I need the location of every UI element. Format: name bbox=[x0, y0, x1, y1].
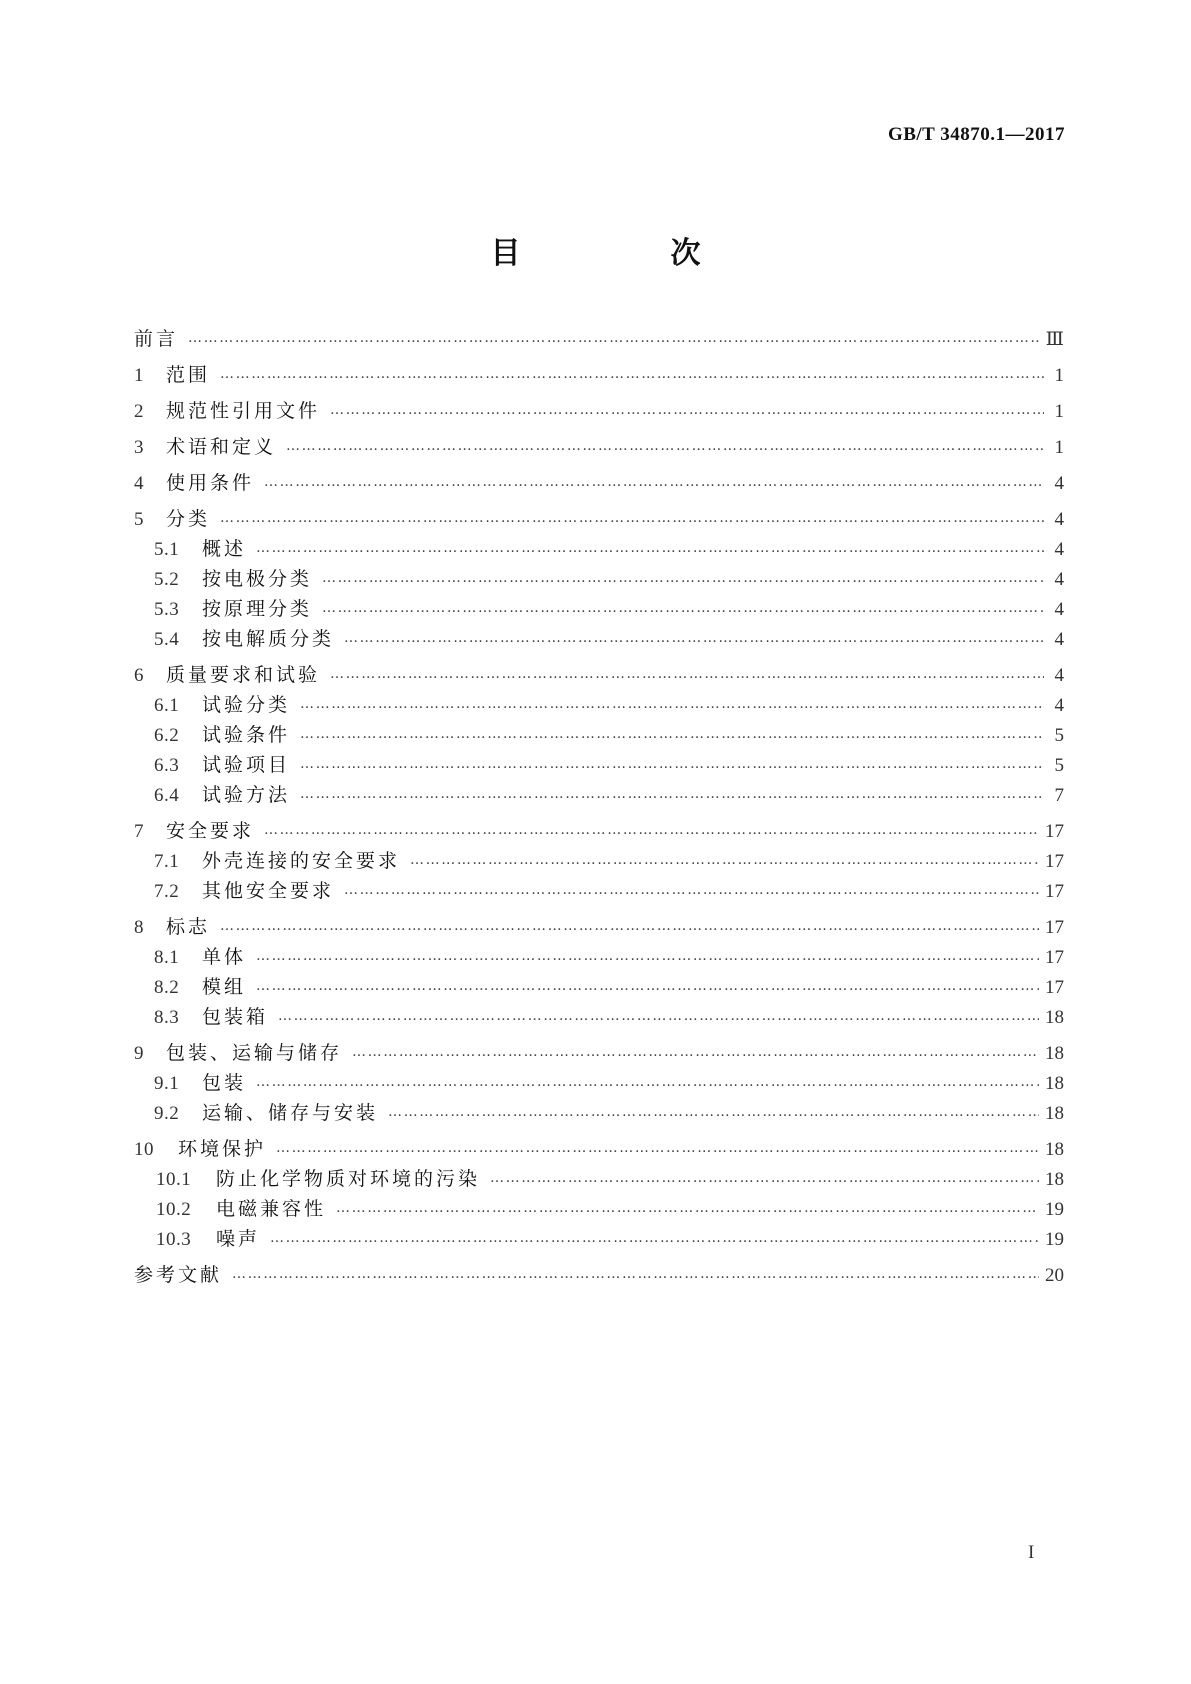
toc-entry-number: 7.2 bbox=[154, 881, 180, 902]
toc-entry-6-1[interactable] bbox=[134, 690, 1064, 720]
toc-entry-page: 1 bbox=[1054, 437, 1064, 458]
toc-entry-label: 包装、运输与储存 bbox=[166, 1042, 343, 1064]
dot-leader bbox=[388, 1097, 1039, 1127]
toc-entry-page: 4 bbox=[1054, 539, 1064, 560]
dot-leader bbox=[344, 623, 1044, 653]
toc-entry-7-2[interactable] bbox=[134, 876, 1064, 906]
toc-entry-label: 噪声 bbox=[216, 1228, 261, 1250]
toc-entry-label: 包装箱 bbox=[202, 1006, 269, 1028]
dot-leader bbox=[330, 659, 1044, 689]
toc-entry-label: 标志 bbox=[166, 916, 211, 938]
dot-leader bbox=[300, 749, 1044, 779]
toc-entry-8-2[interactable] bbox=[134, 972, 1064, 1002]
toc-entry-number: 2 bbox=[134, 401, 144, 422]
toc-entry-foreword[interactable] bbox=[134, 324, 1064, 354]
toc-entry-5-4[interactable] bbox=[134, 624, 1064, 654]
toc-entry-page: 17 bbox=[1045, 947, 1064, 968]
toc-entry-label: 规范性引用文件 bbox=[166, 400, 321, 422]
toc-entry-page: 17 bbox=[1045, 917, 1064, 938]
toc-entry-label: 环境保护 bbox=[178, 1138, 267, 1160]
dot-leader bbox=[490, 1163, 1039, 1193]
toc-entry-label: 分类 bbox=[166, 508, 211, 530]
dot-leader bbox=[286, 431, 1044, 461]
toc-entry-label: 前言 bbox=[134, 328, 179, 350]
toc-entry-page: 17 bbox=[1045, 881, 1064, 902]
dot-leader bbox=[220, 503, 1044, 533]
toc-entry-number: 9.1 bbox=[154, 1073, 180, 1094]
toc-entry-number: 8.2 bbox=[154, 977, 180, 998]
toc-entry-number: 3 bbox=[134, 437, 144, 458]
toc-entry-10[interactable] bbox=[134, 1134, 1064, 1164]
toc-entry-label: 包装 bbox=[202, 1072, 247, 1094]
toc-entry-page: 20 bbox=[1045, 1265, 1064, 1286]
table-of-contents bbox=[134, 324, 1064, 1290]
dot-leader bbox=[300, 719, 1044, 749]
toc-entry-number: 1 bbox=[134, 365, 144, 386]
toc-entry-number: 9.2 bbox=[154, 1103, 180, 1124]
page-number: I bbox=[1028, 1542, 1035, 1563]
toc-entry-8[interactable] bbox=[134, 912, 1064, 942]
toc-entry-page: 18 bbox=[1045, 1043, 1064, 1064]
toc-entry-number: 10.3 bbox=[156, 1229, 192, 1250]
toc-entry-number: 7 bbox=[134, 821, 144, 842]
toc-entry-3[interactable] bbox=[134, 432, 1064, 462]
toc-entry-1[interactable] bbox=[134, 360, 1064, 390]
toc-entry-page: 1 bbox=[1054, 365, 1064, 386]
toc-entry-number: 6.3 bbox=[154, 755, 180, 776]
toc-entry-number: 6.2 bbox=[154, 725, 180, 746]
toc-entry-5-2[interactable] bbox=[134, 564, 1064, 594]
toc-entry-page: 5 bbox=[1054, 725, 1064, 746]
toc-entry-number: 5.2 bbox=[154, 569, 180, 590]
toc-entry-7-1[interactable] bbox=[134, 846, 1064, 876]
toc-entry-label: 试验分类 bbox=[202, 694, 291, 716]
toc-entry-page: 18 bbox=[1045, 1073, 1064, 1094]
toc-entry-label: 试验项目 bbox=[202, 754, 291, 776]
toc-entry-label: 试验方法 bbox=[202, 784, 291, 806]
standard-code: GB/T 34870.1—2017 bbox=[887, 124, 1065, 145]
dot-leader bbox=[300, 689, 1044, 719]
toc-entry-page: 4 bbox=[1054, 473, 1064, 494]
toc-entry-page: 19 bbox=[1045, 1229, 1064, 1250]
toc-entry-page: 4 bbox=[1054, 569, 1064, 590]
toc-entry-number: 10.1 bbox=[156, 1169, 192, 1190]
toc-entry-label: 按原理分类 bbox=[202, 598, 313, 620]
dot-leader bbox=[256, 533, 1044, 563]
dot-leader bbox=[264, 467, 1044, 497]
toc-entry-number: 8.3 bbox=[154, 1007, 180, 1028]
toc-entry-label: 参考文献 bbox=[134, 1264, 223, 1286]
toc-entry-label: 使用条件 bbox=[166, 472, 255, 494]
toc-entry-number: 5.4 bbox=[154, 629, 180, 650]
dot-leader bbox=[300, 779, 1044, 809]
toc-entry-9[interactable] bbox=[134, 1038, 1064, 1068]
toc-entry-number: 10.2 bbox=[156, 1199, 192, 1220]
dot-leader bbox=[336, 1193, 1039, 1223]
toc-entry-label: 外壳连接的安全要求 bbox=[202, 850, 401, 872]
dot-leader bbox=[278, 1001, 1039, 1031]
toc-entry-page: Ⅲ bbox=[1045, 329, 1064, 350]
toc-entry-page: 5 bbox=[1054, 755, 1064, 776]
toc-entry-label: 模组 bbox=[202, 976, 247, 998]
dot-leader bbox=[264, 815, 1039, 845]
dot-leader bbox=[322, 593, 1044, 623]
toc-entry-page: 17 bbox=[1045, 821, 1064, 842]
toc-entry-page: 4 bbox=[1054, 695, 1064, 716]
toc-entry-label: 范围 bbox=[166, 364, 211, 386]
toc-entry-page: 1 bbox=[1054, 401, 1064, 422]
page-title: 目 次 bbox=[490, 236, 761, 271]
toc-entry-6-2[interactable] bbox=[134, 720, 1064, 750]
toc-entry-10-3[interactable] bbox=[134, 1224, 1064, 1254]
toc-entry-label: 按电解质分类 bbox=[202, 628, 335, 650]
dot-leader bbox=[270, 1223, 1039, 1253]
toc-entry-7[interactable] bbox=[134, 816, 1064, 846]
dot-leader bbox=[188, 323, 1040, 353]
toc-entry-page: 19 bbox=[1045, 1199, 1064, 1220]
dot-leader bbox=[256, 971, 1039, 1001]
dot-leader bbox=[410, 845, 1039, 875]
toc-entry-number: 9 bbox=[134, 1043, 144, 1064]
toc-entry-number: 4 bbox=[134, 473, 144, 494]
toc-entry-8-1[interactable] bbox=[134, 942, 1064, 972]
toc-entry-page: 18 bbox=[1045, 1103, 1064, 1124]
toc-entry-page: 4 bbox=[1054, 509, 1064, 530]
toc-entry-number: 10 bbox=[134, 1139, 154, 1160]
toc-entry-page: 4 bbox=[1054, 599, 1064, 620]
dot-leader bbox=[344, 875, 1039, 905]
toc-entry-label: 电磁兼容性 bbox=[216, 1198, 327, 1220]
toc-entry-number: 6.1 bbox=[154, 695, 180, 716]
toc-entry-number: 8.1 bbox=[154, 947, 180, 968]
toc-entry-number: 7.1 bbox=[154, 851, 180, 872]
toc-entry-9-2[interactable] bbox=[134, 1098, 1064, 1128]
toc-entry-10-1[interactable] bbox=[134, 1164, 1064, 1194]
toc-entry-6-3[interactable] bbox=[134, 750, 1064, 780]
toc-entry-number: 6.4 bbox=[154, 785, 180, 806]
toc-entry-number: 5 bbox=[134, 509, 144, 530]
dot-leader bbox=[322, 563, 1044, 593]
toc-entry-5-3[interactable] bbox=[134, 594, 1064, 624]
toc-entry-9-1[interactable] bbox=[134, 1068, 1064, 1098]
toc-entry-number: 6 bbox=[134, 665, 144, 686]
dot-leader bbox=[220, 359, 1044, 389]
toc-entry-label: 术语和定义 bbox=[166, 436, 277, 458]
toc-entry-label: 试验条件 bbox=[202, 724, 291, 746]
toc-entry-2[interactable] bbox=[134, 396, 1064, 426]
toc-entry-6[interactable] bbox=[134, 660, 1064, 690]
dot-leader bbox=[232, 1259, 1039, 1289]
dot-leader bbox=[276, 1133, 1039, 1163]
toc-entry-label: 质量要求和试验 bbox=[166, 664, 321, 686]
toc-entry-label: 运输、储存与安装 bbox=[202, 1102, 379, 1124]
toc-entry-label: 按电极分类 bbox=[202, 568, 313, 590]
toc-entry-page: 17 bbox=[1045, 977, 1064, 998]
toc-entry-label: 单体 bbox=[202, 946, 247, 968]
toc-entry-page: 4 bbox=[1054, 665, 1064, 686]
toc-entry-page: 7 bbox=[1054, 785, 1064, 806]
toc-entry-8-3[interactable] bbox=[134, 1002, 1064, 1032]
toc-entry-number: 5.1 bbox=[154, 539, 180, 560]
toc-entry-label: 概述 bbox=[202, 538, 247, 560]
toc-entry-label: 安全要求 bbox=[166, 820, 255, 842]
toc-entry-4[interactable] bbox=[134, 468, 1064, 498]
toc-entry-page: 4 bbox=[1054, 629, 1064, 650]
toc-entry-5[interactable] bbox=[134, 504, 1064, 534]
toc-entry-label: 防止化学物质对环境的污染 bbox=[216, 1168, 481, 1190]
toc-entry-page: 17 bbox=[1045, 851, 1064, 872]
dot-leader bbox=[256, 941, 1039, 971]
toc-entry-number: 8 bbox=[134, 917, 144, 938]
dot-leader bbox=[256, 1067, 1039, 1097]
dot-leader bbox=[220, 911, 1039, 941]
toc-entry-number: 5.3 bbox=[154, 599, 180, 620]
toc-entry-6-4[interactable] bbox=[134, 780, 1064, 810]
toc-entry-page: 18 bbox=[1045, 1007, 1064, 1028]
toc-entry-bibliography[interactable] bbox=[134, 1260, 1064, 1290]
dot-leader bbox=[330, 395, 1044, 425]
toc-entry-page: 18 bbox=[1045, 1139, 1064, 1160]
toc-entry-5-1[interactable] bbox=[134, 534, 1064, 564]
toc-entry-label: 其他安全要求 bbox=[202, 880, 335, 902]
toc-entry-page: 18 bbox=[1045, 1169, 1064, 1190]
toc-entry-10-2[interactable] bbox=[134, 1194, 1064, 1224]
dot-leader bbox=[352, 1037, 1039, 1067]
